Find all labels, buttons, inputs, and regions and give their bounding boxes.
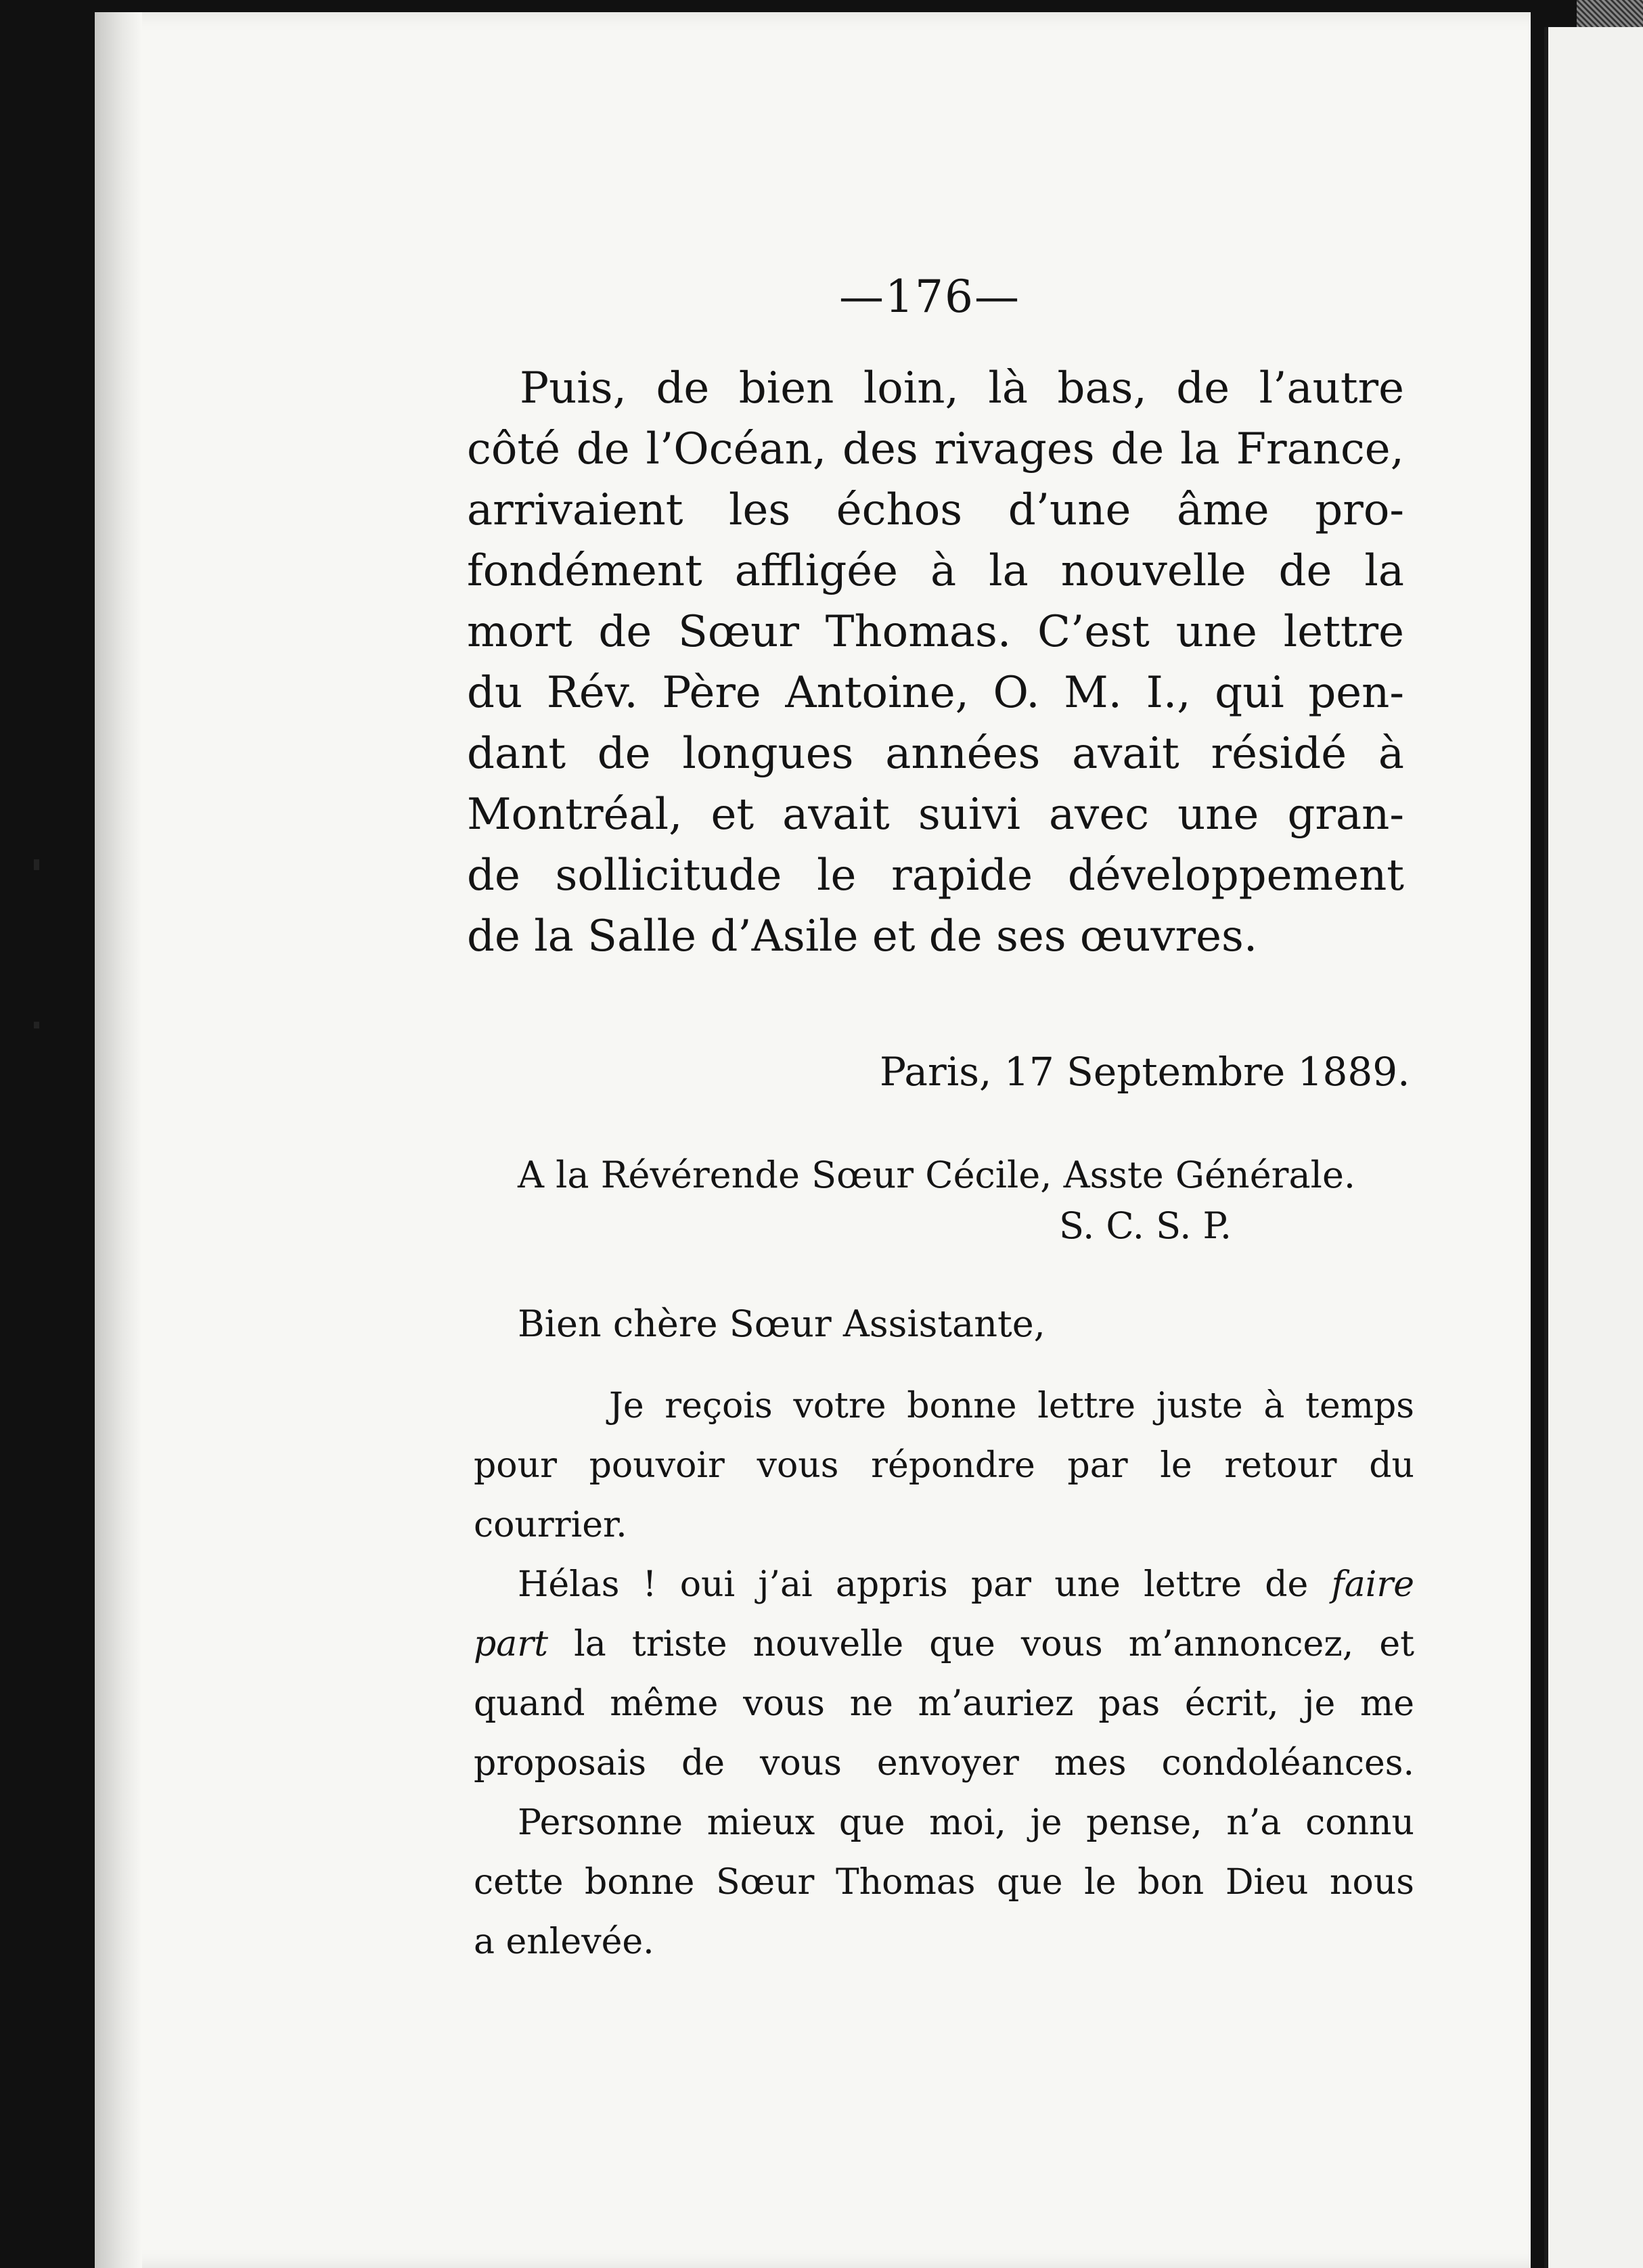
religious-order-initials: S. C. S. P. (1059, 1204, 1232, 1247)
letter-salutation: Bien chère Sœur Assistante, (518, 1302, 1045, 1345)
page-number: —176— (839, 271, 1020, 323)
paragraph-line: fondément affligée à la nouvelle de la (467, 546, 1404, 596)
paragraph-line: du Rév. Père Antoine, O. M. I., qui pen- (467, 668, 1404, 718)
letter-line: Personne mieux que moi, je pense, n’a connu (518, 1802, 1414, 1843)
letter-line: a enlevée. (474, 1922, 654, 1962)
letter-addressee: A la Révérende Sœur Cécile, Asste Générale. (518, 1154, 1356, 1196)
letter-line-text: Hélas ! oui j’ai appris par une lettre de faire (518, 1564, 1414, 1605)
letter-dateline: Paris, 17 Septembre 1889. (880, 1049, 1410, 1095)
letter-line (518, 1564, 1414, 1605)
scan-speck (34, 1022, 39, 1028)
letter-line: part la triste nouvelle que vous m’annoncez, et (474, 1624, 1414, 1664)
page-left-edge (95, 12, 142, 2268)
letter-line: Je reçois votre bonne lettre juste à temps (609, 1386, 1414, 1426)
letter-line: courrier. (474, 1505, 627, 1545)
paragraph-line: arrivaient les échos d’une âme pro- (467, 485, 1404, 535)
letter-line: pour pouvoir vous répondre par le retour du (474, 1445, 1414, 1486)
scan-speck (34, 859, 39, 870)
letter-line: proposais de vous envoyer mes condoléances. (474, 1743, 1414, 1784)
next-page-edge (1544, 27, 1643, 2268)
letter-line: cette bonne Sœur Thomas que le bon Dieu nous (474, 1862, 1414, 1903)
paragraph-line: Puis, de bien loin, là bas, de l’autre (520, 363, 1404, 413)
paragraph-line: de la Salle d’Asile et de ses œuvres. (467, 911, 1258, 961)
paragraph-line: mort de Sœur Thomas. C’est une lettre (467, 607, 1404, 657)
letter-line: quand même vous ne m’auriez pas écrit, je me (474, 1683, 1414, 1724)
paragraph-line: de sollicitude le rapide développement (467, 850, 1404, 901)
scan-noise (1577, 0, 1643, 27)
italic-phrase: part (474, 1624, 549, 1664)
paragraph-line: dant de longues années avait résidé à (467, 729, 1404, 779)
paragraph-line: Montréal, et avait suivi avec une gran- (467, 790, 1404, 840)
paragraph-line: côté de l’Océan, des rivages de la France, (467, 424, 1404, 474)
italic-phrase: faire (1331, 1564, 1414, 1605)
